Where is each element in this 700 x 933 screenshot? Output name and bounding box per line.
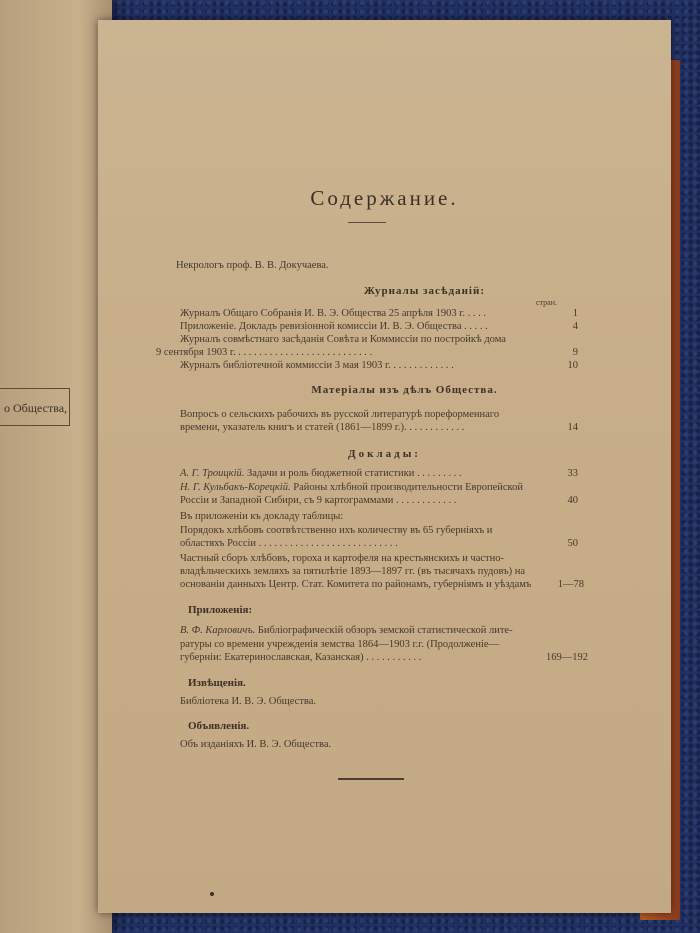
toc-entry: Порядокъ хлѣбовъ соотвѣтственно ихъ количеству въ 65 губерніяхъ и <box>180 525 493 536</box>
closing-rule <box>338 778 404 780</box>
toc-entry: основаніи данныхъ Центр. Стат. Комитета по районамъ, губерніямъ и уѣздамъ <box>180 579 532 590</box>
entry-title: Районы хлѣбной производительности Европейской <box>293 482 523 493</box>
toc-page: 1—78 <box>557 579 584 590</box>
toc-entry: времени, указатель книгъ и статей (1861—1899 г.). . . . . . . . . . . . <box>180 422 465 433</box>
section-reports-heading: Доклады: <box>348 448 421 460</box>
page-column-label: стран. <box>536 298 557 307</box>
toc-entry: Объ изданіяхъ И. В. Э. Общества. <box>180 739 332 750</box>
contents-page <box>98 20 671 913</box>
toc-page: 169—192 <box>546 652 588 663</box>
section-announcements-heading: Объявленія. <box>188 720 250 732</box>
toc-entry: Журналъ совмѣстнаго засѣданія Совѣта и Коммиссіи по постройкѣ дома <box>180 334 506 345</box>
section-appendices-heading: Приложенія: <box>188 604 253 616</box>
left-page-fragment: о Общества, <box>0 388 70 426</box>
toc-entry <box>180 625 513 636</box>
page-mark <box>210 892 214 896</box>
entry-title: Библіографическій обзоръ земской статистической лите- <box>257 625 513 636</box>
toc-entry: 9 сентября 1903 г. . . . . . . . . . . . . . . . . . . . . . . . . . . <box>156 347 373 358</box>
obituary-line: Некрологъ проф. В. В. Докучаева. <box>176 260 329 271</box>
toc-entry: Журналъ библіотечной коммиссіи 3 мая 1903 г. . . . . . . . . . . . . <box>180 360 454 371</box>
toc-page: 10 <box>567 360 578 371</box>
section-notices-heading: Извѣщенія. <box>188 677 246 689</box>
toc-entry: ратуры со времени учрежденія земства 1864—1903 г.г. (Продолженіе— <box>180 639 500 650</box>
section-materials-heading: Матеріалы изъ дѣлъ Общества. <box>311 384 498 396</box>
toc-entry: областяхъ Россіи . . . . . . . . . . . . . . . . . . . . . . . . . . . <box>180 538 398 549</box>
toc-entry <box>180 482 523 493</box>
toc-entry: Вопросъ о сельскихъ рабочихъ въ русской литературѣ пореформеннаго <box>180 409 500 420</box>
toc-page: 4 <box>572 321 578 332</box>
toc-page: 1 <box>572 308 578 319</box>
toc-page: 40 <box>567 495 578 506</box>
toc-entry: Въ приложеніи къ докладу таблицы: <box>180 511 344 522</box>
toc-entry: Частный сборъ хлѣбовъ, гороха и картофеля на крестьянскихъ и частно- <box>180 553 504 564</box>
toc-page: 9 <box>572 347 578 358</box>
author-name: В. Ф. Карловичъ. <box>180 625 256 636</box>
left-page <box>0 0 112 933</box>
toc-page: 33 <box>567 468 578 479</box>
section-journals-heading: Журналы засѣданій: <box>364 285 485 297</box>
author-name: А. Г. Троицкій. <box>180 468 245 479</box>
toc-entry: владѣльческихъ земляхъ за пятилѣтіе 1893—1897 гг. (въ тысячахъ пудовъ) на <box>180 566 526 577</box>
author-name: Н. Г. Кульбакъ-Корецкій. <box>180 482 291 493</box>
toc-entry: Россіи и Западной Сибири, съ 9 картограммами . . . . . . . . . . . . <box>180 495 457 506</box>
page-title: Содержание. <box>310 186 459 210</box>
toc-entry: Приложеніе. Докладъ ревизіонной комиссіи И. В. Э. Общества . . . . . <box>180 321 488 332</box>
toc-entry: губерніи: Екатеринославская, Казанская) . . . . . . . . . . . <box>180 652 422 663</box>
toc-page: 50 <box>567 538 578 549</box>
toc-entry: Библіотека И. В. Э. Общества. <box>180 696 317 707</box>
toc-entry: Журналъ Общаго Собранія И. В. Э. Общества 25 апрѣля 1903 г. . . . . <box>180 308 486 319</box>
toc-page: 14 <box>567 422 578 433</box>
title-rule <box>348 222 386 223</box>
entry-title: Задачи и роль бюджетной статистики . . . . . . . . . <box>247 468 462 479</box>
toc-entry <box>180 468 462 479</box>
